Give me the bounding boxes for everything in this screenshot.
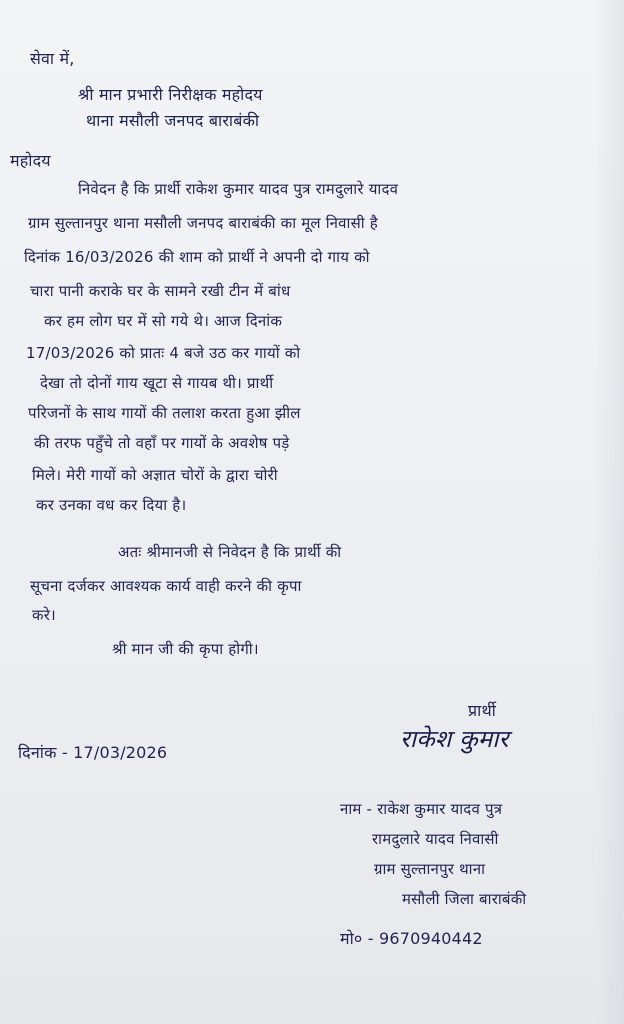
sender-line-3: ग्राम सुल्तानपुर थाना — [374, 860, 486, 878]
handwritten-signature: राकेश कुमार — [400, 725, 509, 753]
applicant-label: प्रार्थी — [468, 701, 497, 720]
body-line-4: चारा पानी कराके घर के सामने रखी टीन में बांध — [30, 282, 291, 300]
request-line-3: करे। — [32, 606, 56, 624]
sender-line-2: रामदुलारे यादव निवासी — [372, 830, 499, 848]
body-line-5: कर हम लोग घर में सो गये थे। आज दिनांक — [44, 312, 283, 330]
body-line-1: निवेदन है कि प्रार्थी राकेश कुमार यादव पुत्र रामदुलारे यादव — [78, 180, 399, 198]
closing-line: श्री मान जी की कृपा होगी। — [112, 640, 259, 658]
recipient-line-1: श्री मान प्रभारी निरीक्षक महोदय — [78, 85, 263, 104]
sender-line-4: मसौली जिला बाराबंकी — [402, 890, 527, 908]
salutation-to: सेवा में, — [30, 49, 75, 68]
body-line-3: दिनांक 16/03/2026 की शाम को प्रार्थी ने अपनी दो गाय को — [24, 248, 370, 266]
body-line-11: कर उनका वध कर दिया है। — [36, 496, 187, 514]
date-line: दिनांक - 17/03/2026 — [18, 743, 168, 762]
body-line-2: ग्राम सुल्तानपुर थाना मसौली जनपद बाराबंकी का मूल निवासी है — [28, 214, 378, 232]
body-line-7: देखा तो दोनों गाय खूटा से गायब थी। प्रार्थी — [40, 374, 274, 392]
body-line-9: की तरफ पहुँचे तो वहाँ पर गायों के अवशेष पड़े — [34, 434, 290, 452]
recipient-line-2: थाना मसौली जनपद बाराबंकी — [86, 111, 260, 130]
request-line-1: अतः श्रीमानजी से निवेदन है कि प्रार्थी की — [118, 543, 342, 561]
greeting: महोदय — [10, 151, 51, 170]
body-line-6: 17/03/2026 को प्रातः 4 बजे उठ कर गायों को — [26, 344, 301, 362]
request-line-2: सूचना दर्जकर आवश्यक कार्य वाही करने की कृपा — [30, 577, 302, 595]
page-edge-shadow — [594, 0, 624, 1024]
body-line-8: परिजनों के साथ गायों की तलाश करता हुआ झील — [28, 404, 301, 422]
sender-line-1: नाम - राकेश कुमार यादव पुत्र — [340, 800, 503, 818]
body-line-10: मिले। मेरी गायों को अज्ञात चोरों के द्वारा चोरी — [32, 466, 278, 484]
mobile-number: मो० - 9670940442 — [340, 929, 483, 948]
